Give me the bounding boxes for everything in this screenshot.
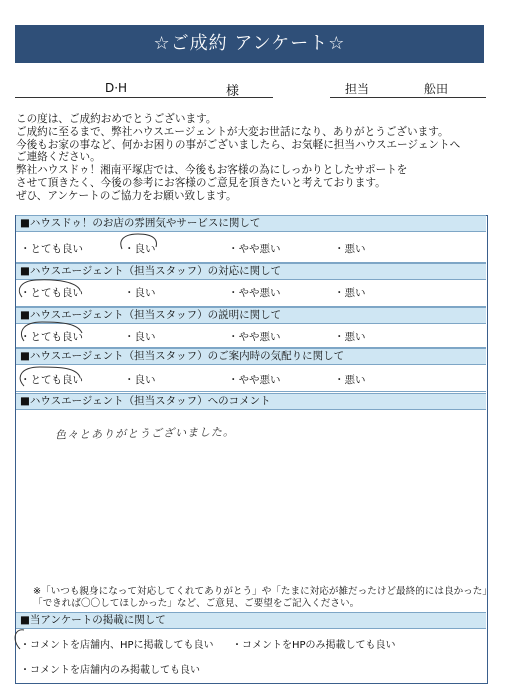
q3-selection-mark <box>21 322 82 341</box>
intro-line: ぜひ、アンケートのご協力をお願い致します。 <box>16 189 237 202</box>
q3-option-somewhat-bad[interactable]: ・やや悪い <box>228 331 281 343</box>
intro-line: ご連絡ください。 <box>16 151 101 164</box>
intro-line: この度は、ご成約おめでとうございます。 <box>16 113 217 125</box>
comment-title: ■ハウスエージェント（担当スタッフ）へのコメント <box>20 395 271 407</box>
q2-option-somewhat-bad[interactable]: ・やや悪い <box>228 287 281 299</box>
q4-option-good[interactable]: ・良い <box>124 374 156 386</box>
intro-line: 今後もお家の事など、何かお困りの事がございましたら、お気軽に担当ハウスエージェントへ <box>16 138 461 151</box>
survey-title: ☆ご成約 アンケート☆ <box>15 25 484 63</box>
question-4-title: ■ハウスエージェント（担当スタッフ）のご案内時の気配りに関して <box>20 350 345 362</box>
handwritten-comment: 色々とありがとうございました。 <box>54 425 236 442</box>
q1-option-bad[interactable]: ・悪い <box>334 243 366 255</box>
question-1-title: ■ハウスドゥ！のお店の雰囲気やサービスに関して <box>20 217 261 229</box>
question-3-title: ■ハウスエージェント（担当スタッフ）の説明に関して <box>20 309 282 321</box>
publish-option-store-and-hp[interactable]: ・コメントを店舗内、HPに掲載しても良い <box>20 640 214 651</box>
comment-note-line: 「できれば〇〇してほしかった」など、ご意見、ご要望をご記入ください。 <box>33 598 360 609</box>
q1-option-good[interactable]: ・良い <box>124 243 156 255</box>
comment-note-line: ※「いつも親身になって対応してくれてありがとう」や「たまに対応が雑だったけど最終的には良かった」 <box>33 586 492 597</box>
q4-option-somewhat-bad[interactable]: ・やや悪い <box>228 374 281 386</box>
question-2-title: ■ハウスエージェント（担当スタッフ）の対応に関して <box>20 265 282 277</box>
customer-name: D·H <box>105 81 128 95</box>
publish-title: ■当アンケートの掲載に関して <box>20 614 166 626</box>
customer-honorific: 様 <box>226 84 240 99</box>
q2-option-very-good[interactable]: ・とても良い <box>20 287 83 299</box>
q3-option-bad[interactable]: ・悪い <box>334 331 366 343</box>
staff-label: 担当 <box>345 82 370 96</box>
intro-line: ご成約に至るまで、弊社ハウスエージェントが大変お世話になり、ありがとうございます。 <box>16 125 449 138</box>
q2-selection-mark <box>19 280 80 297</box>
q2-option-good[interactable]: ・良い <box>124 287 156 299</box>
publish-option-store-only[interactable]: ・コメントを店舗内のみ掲載しても良い <box>20 665 200 676</box>
q2-option-bad[interactable]: ・悪い <box>334 287 366 299</box>
q4-option-very-good[interactable]: ・とても良い <box>20 374 83 386</box>
q3-option-good[interactable]: ・良い <box>124 331 156 343</box>
intro-line: 弊社ハウスドゥ！湘南平塚店では、今後もお客様の為にしっかりとしたサポートを <box>16 164 408 177</box>
q4-selection-mark <box>20 367 80 386</box>
q1-option-somewhat-bad[interactable]: ・やや悪い <box>228 243 281 255</box>
q3-option-very-good[interactable]: ・とても良い <box>20 331 83 343</box>
staff-name: 舩田 <box>424 82 449 96</box>
intro-line: させて頂きたく、今後の参考にお客様のご意見を頂きたいと考えております。 <box>16 176 386 189</box>
publish-option-hp-only[interactable]: ・コメントをHPのみ掲載しても良い <box>232 640 396 651</box>
publish-selection-mark <box>15 630 24 649</box>
q1-option-very-good[interactable]: ・とても良い <box>20 243 83 255</box>
q4-option-bad[interactable]: ・悪い <box>334 374 366 386</box>
q1-selection-mark <box>121 234 157 249</box>
